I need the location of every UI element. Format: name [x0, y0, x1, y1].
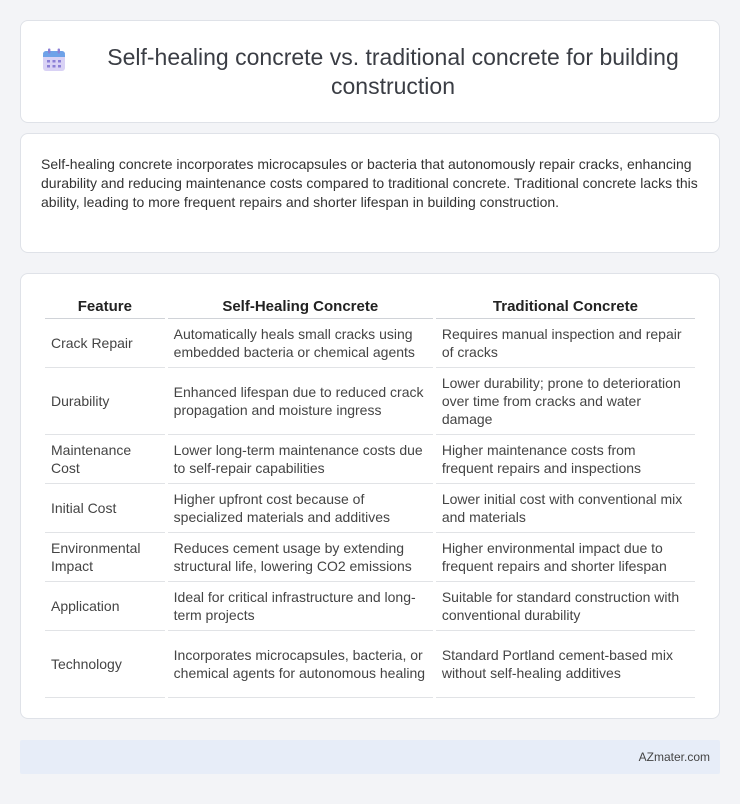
table-row [45, 533, 695, 582]
row-feature: Application [45, 582, 165, 631]
table-header-row [45, 293, 695, 319]
row-self-healing: Reduces cement usage by extending structural life, lowering CO2 emissions [168, 533, 433, 582]
row-feature: Initial Cost [45, 484, 165, 533]
row-feature: Durability [45, 368, 165, 435]
footer-brand[interactable]: AZmater.com [638, 750, 710, 764]
table-row [45, 631, 695, 698]
header-self-healing: Self-Healing Concrete [168, 293, 433, 319]
row-traditional: Requires manual inspection and repair of cracks [436, 319, 695, 368]
page-title: Self-healing concrete vs. traditional concrete for building construction [107, 43, 679, 99]
row-self-healing: Lower long-term maintenance costs due to self-repair capabilities [168, 435, 433, 484]
table-row [45, 582, 695, 631]
row-feature: Technology [45, 631, 165, 698]
row-feature: Environmental Impact [45, 533, 165, 582]
row-self-healing: Automatically heals small cracks using embedded bacteria or chemical agents [168, 319, 433, 368]
title-card [20, 20, 720, 123]
row-feature: Crack Repair [45, 319, 165, 368]
row-feature: Maintenance Cost [45, 435, 165, 484]
row-self-healing: Enhanced lifespan due to reduced crack propagation and moisture ingress [168, 368, 433, 435]
row-traditional: Higher environmental impact due to frequent repairs and shorter lifespan [436, 533, 695, 582]
row-self-healing: Incorporates microcapsules, bacteria, or chemical agents for autonomous healing [168, 631, 433, 698]
table-row [45, 484, 695, 533]
comparison-table [42, 293, 698, 698]
table-row [45, 368, 695, 435]
row-traditional: Higher maintenance costs from frequent repairs and inspections [436, 435, 695, 484]
header-traditional: Traditional Concrete [436, 293, 695, 319]
summary-card [20, 133, 720, 253]
footer [20, 740, 720, 774]
summary-text: Self-healing concrete incorporates microcapsules or bacteria that autonomously repair cracks, enhancing durability and reducing maintenance costs compared to traditional concrete. Traditional concrete lacks this ability, leading to more frequent repairs and shorter lifespan in building construction. [41, 156, 698, 210]
title-wrap [41, 43, 699, 101]
table-row [45, 435, 695, 484]
row-self-healing: Ideal for critical infrastructure and long-term projects [168, 582, 433, 631]
row-traditional: Suitable for standard construction with conventional durability [436, 582, 695, 631]
header-feature: Feature [45, 293, 165, 319]
row-traditional: Lower durability; prone to deterioration over time from cracks and water damage [436, 368, 695, 435]
row-traditional: Standard Portland cement-based mix without self-healing additives [436, 631, 695, 698]
row-self-healing: Higher upfront cost because of specialized materials and additives [168, 484, 433, 533]
table-row [45, 319, 695, 368]
calendar-icon [41, 47, 67, 73]
row-traditional: Lower initial cost with conventional mix and materials [436, 484, 695, 533]
comparison-card [20, 273, 720, 719]
